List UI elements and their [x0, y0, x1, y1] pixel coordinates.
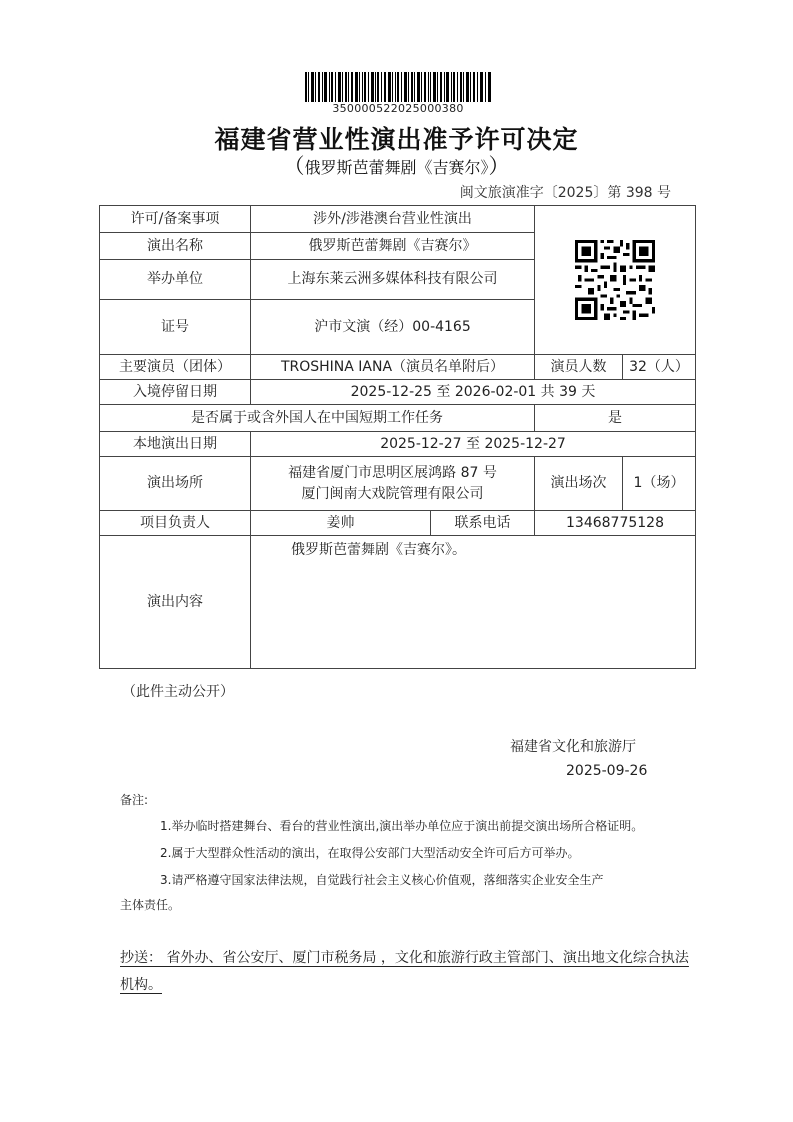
performer-count-value: 32（人） — [623, 355, 696, 380]
subtitle-open-paren: （ — [283, 154, 305, 178]
remark-item-2: 2.属于大型群众性活动的演出，在取得公安部门大型活动安全许可后方可举办。 — [160, 846, 580, 860]
remarks-label: 备注: — [120, 793, 149, 807]
stay-dates-value: 2025-12-25 至 2026-02-01 共 39 天 — [251, 380, 696, 405]
barcode-icon — [305, 72, 491, 102]
main-performer-label: 主要演员（团体） — [100, 355, 251, 380]
content-label: 演出内容 — [100, 536, 251, 669]
remark-item-3-continued: 主体责任。 — [120, 898, 181, 912]
local-dates-value: 2025-12-27 至 2025-12-27 — [251, 432, 696, 457]
permit-table — [99, 205, 696, 669]
page-title: 福建省营业性演出准予许可决定 — [214, 125, 579, 154]
subtitle-text: 俄罗斯芭蕾舞剧《吉赛尔》 — [304, 158, 489, 177]
venue-value — [251, 457, 535, 511]
public-note: （此件主动公开） — [122, 684, 234, 700]
venue-address: 福建省厦门市思明区展鸿路 87 号 — [288, 465, 497, 482]
manager-label: 项目负责人 — [100, 511, 251, 536]
venue-label: 演出场所 — [100, 457, 251, 511]
phone-value: 13468775128 — [535, 511, 696, 536]
remark-item-1: 1.举办临时搭建舞台、看台的营业性演出,演出举办单位应于演出前提交演出场所合格证明。 — [160, 819, 644, 833]
page-subtitle — [0, 150, 793, 180]
document-number: 闽文旅演准字〔2025〕第 398 号 — [459, 185, 671, 201]
issuer: 福建省文化和旅游厅 — [510, 739, 636, 755]
license-label: 证号 — [100, 300, 251, 355]
main-performer-value: TROSHINA IANA（演员名单附后） — [251, 355, 535, 380]
license-value: 沪市文演（经）00-4165 — [251, 300, 535, 355]
local-dates-label: 本地演出日期 — [100, 432, 251, 457]
venue-company: 厦门闽南大戏院管理有限公司 — [301, 485, 484, 502]
subtitle-close-paren: ） — [488, 154, 510, 178]
remark-item-3: 3.请严格遵守国家法律法规，自觉践行社会主义核心价值观，落细落实企业安全生产 — [160, 873, 604, 887]
cc-list: 抄送： 省外办、省公安厅、厦门市税务局 ，文化和旅游行政主管部门、演出地文化综合执法机构。 — [120, 950, 689, 993]
show-name-label: 演出名称 — [100, 233, 251, 260]
barcode-number: 350000522025000380 — [332, 102, 464, 115]
stay-dates-label: 入境停留日期 — [100, 380, 251, 405]
qr-cell — [535, 206, 696, 355]
content-value: 俄罗斯芭蕾舞剧《吉赛尔》。 — [251, 536, 696, 669]
show-count-label: 演出场次 — [535, 457, 623, 511]
manager-value: 姜帅 — [251, 511, 431, 536]
show-name-value: 俄罗斯芭蕾舞剧《吉赛尔》 — [251, 233, 535, 260]
permit-item-value: 涉外/涉港澳台营业性演出 — [251, 206, 535, 233]
qr-code-icon — [575, 240, 655, 320]
organizer-value: 上海东莱云洲多媒体科技有限公司 — [251, 260, 535, 300]
phone-label: 联系电话 — [431, 511, 535, 536]
short-term-work-answer: 是 — [535, 405, 696, 432]
organizer-label: 举办单位 — [100, 260, 251, 300]
show-count-value: 1（场） — [623, 457, 696, 511]
performer-count-label: 演员人数 — [535, 355, 623, 380]
permit-item-label: 许可/备案事项 — [100, 206, 251, 233]
short-term-work-question: 是否属于或含外国人在中国短期工作任务 — [100, 405, 535, 432]
issue-date: 2025-09-26 — [566, 763, 648, 779]
